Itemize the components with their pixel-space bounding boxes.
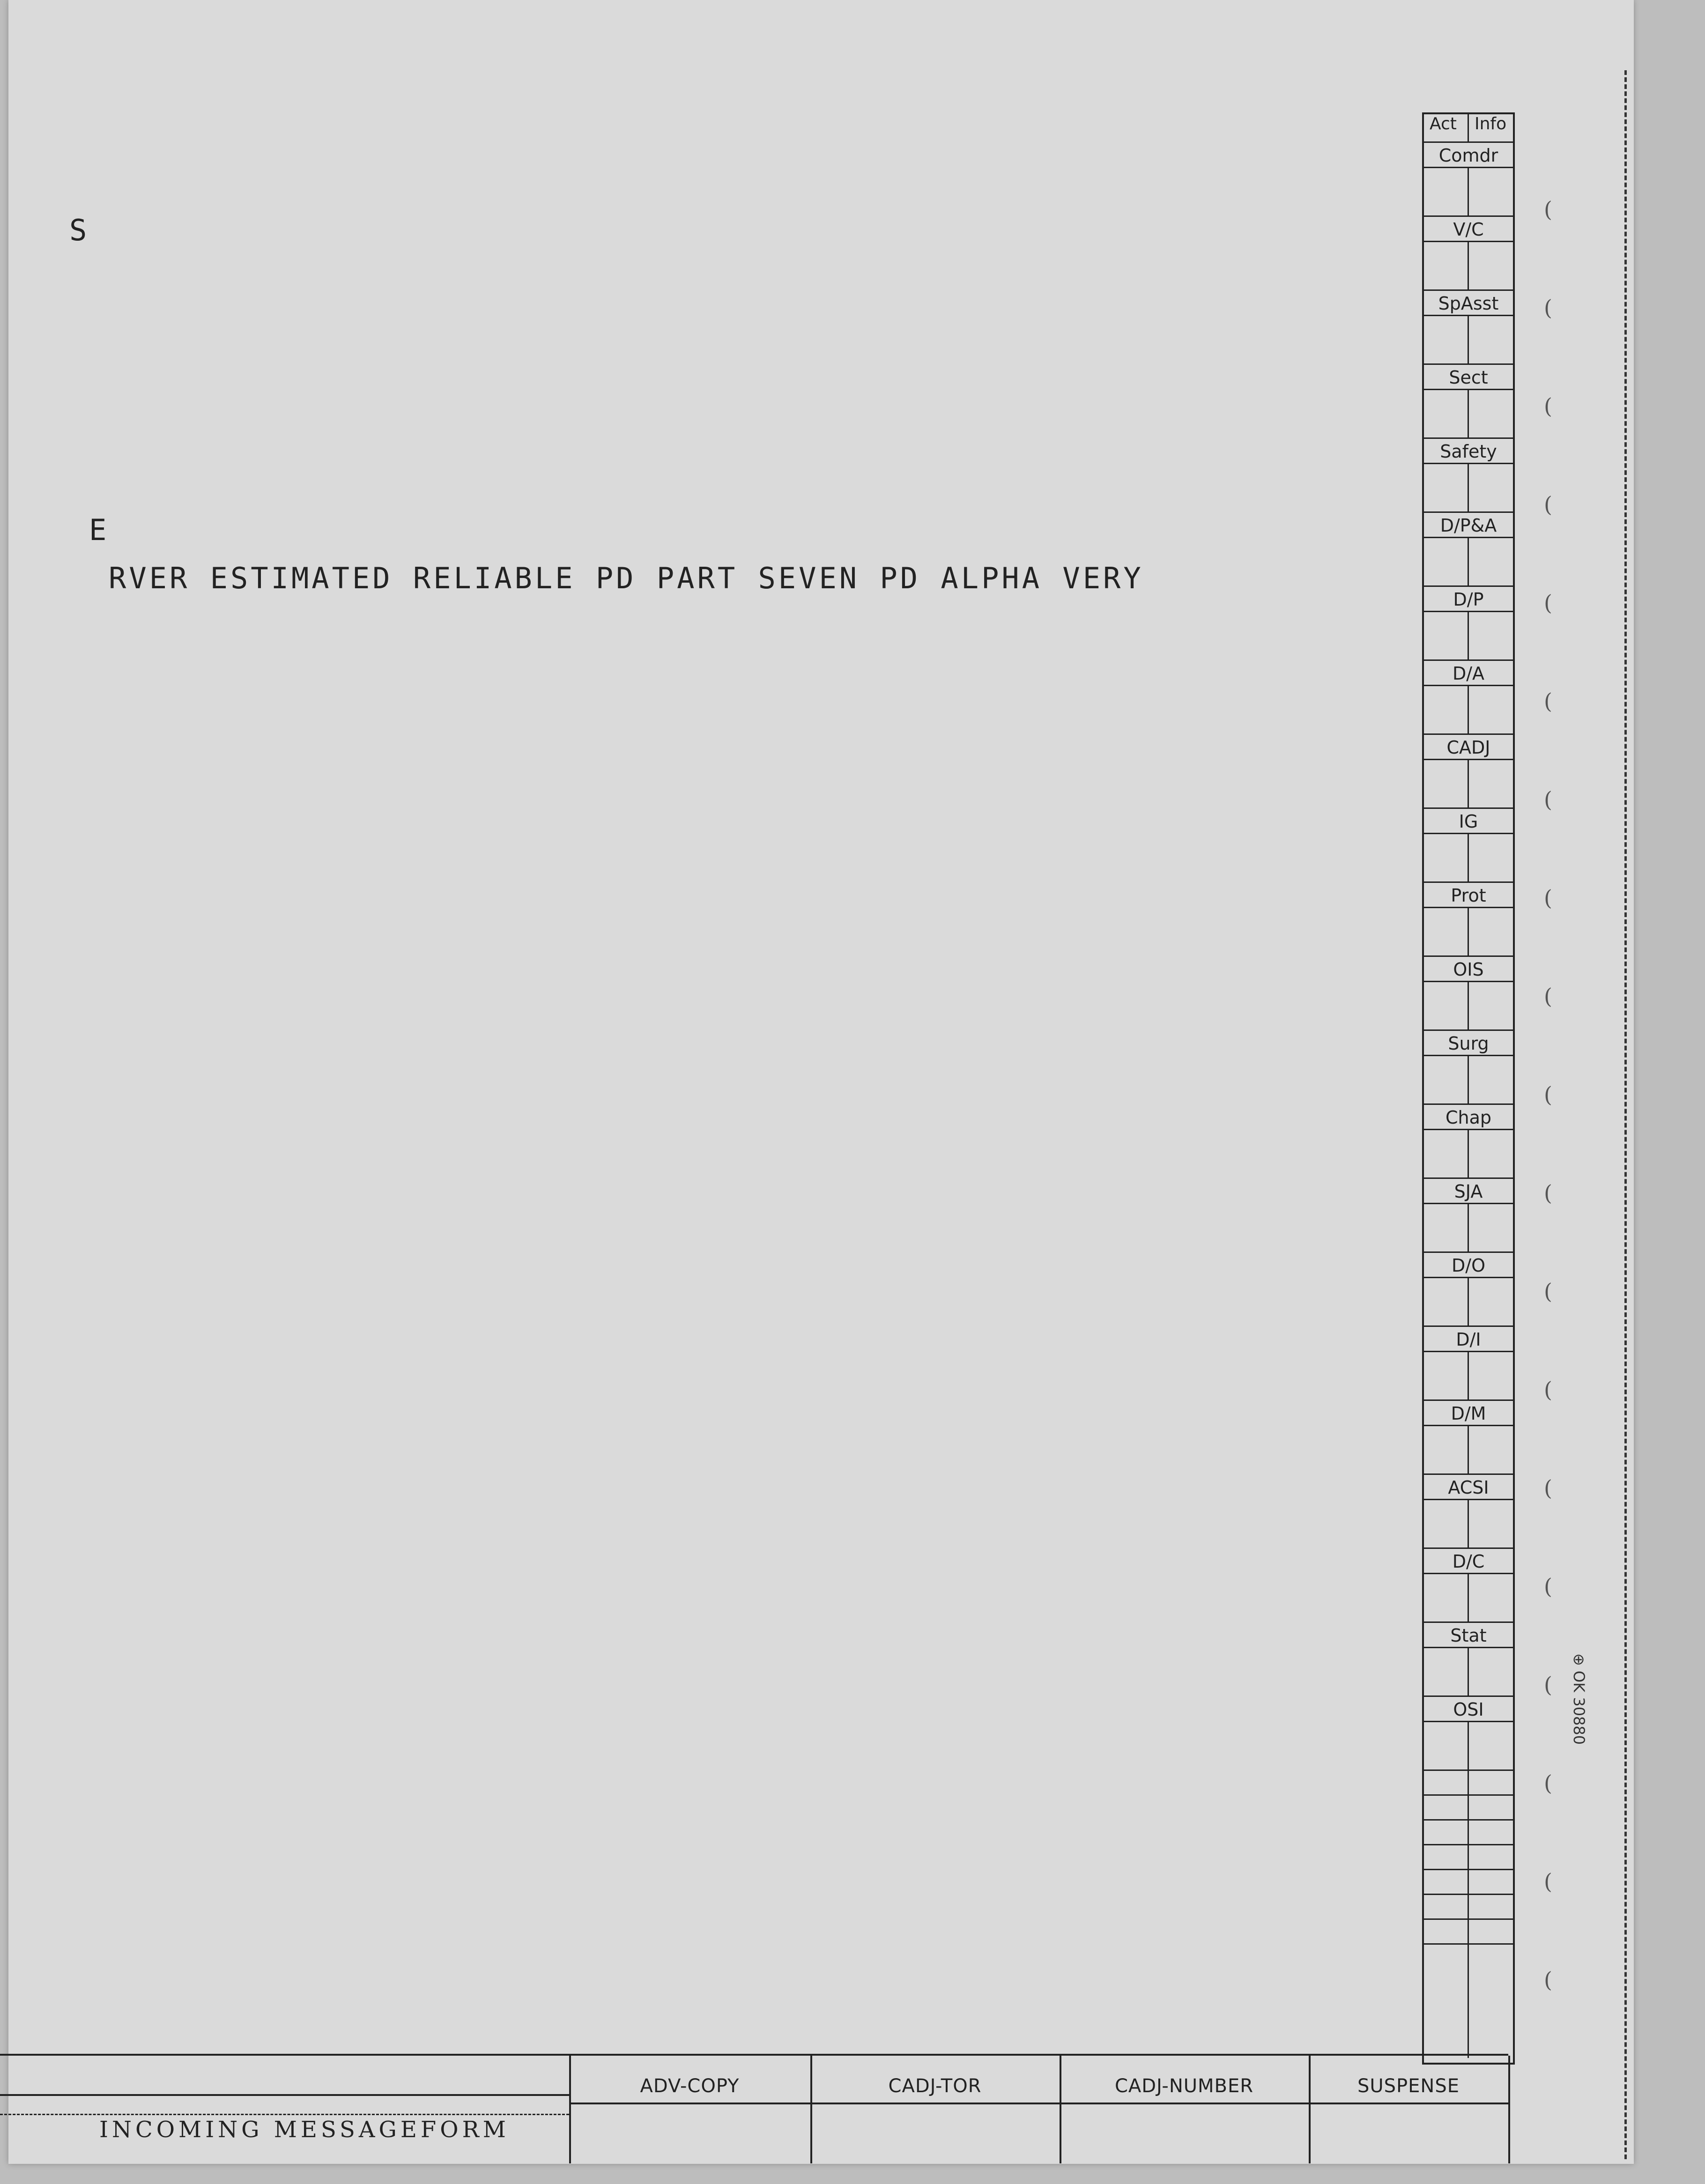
binding-hole-mark: ( (1544, 295, 1552, 320)
form-title-rule (0, 2114, 569, 2115)
cadj-tor-header: CADJ-TOR (888, 2075, 982, 2097)
routing-row (1424, 1103, 1513, 1130)
act-info-divider (1468, 538, 1469, 585)
routing-row-label: SJA (1454, 1181, 1483, 1202)
routing-row-label: D/P (1453, 589, 1484, 610)
act-info-divider (1468, 834, 1469, 881)
binding-hole-mark: ( (1544, 197, 1552, 222)
routing-row-label: D/M (1451, 1403, 1486, 1424)
binding-hole-mark: ( (1544, 393, 1552, 419)
act-column-header: Act (1430, 114, 1457, 133)
routing-row-label: OIS (1453, 959, 1484, 980)
binding-hole-mark: ( (1544, 787, 1552, 812)
perforated-right-edge (1554, 70, 1627, 2159)
act-info-divider (1468, 1648, 1469, 1695)
routing-row-label: IG (1459, 811, 1478, 832)
binding-hole-mark: ( (1544, 1770, 1552, 1796)
routing-row (1424, 1621, 1513, 1648)
act-info-divider (1468, 242, 1469, 289)
bottom-header-line (569, 2103, 1508, 2104)
routing-row (1424, 1251, 1513, 1278)
routing-row (1424, 807, 1513, 834)
adv-copy-header: ADV-COPY (640, 2075, 740, 2097)
binding-hole-mark: ( (1544, 1279, 1552, 1304)
routing-row (1424, 733, 1513, 760)
binding-hole-mark: ( (1544, 885, 1552, 911)
act-info-divider (1468, 612, 1469, 659)
act-info-divider (1468, 1574, 1469, 1621)
routing-row (1424, 437, 1513, 464)
act-info-divider (1468, 982, 1469, 1029)
routing-row (1424, 585, 1513, 612)
routing-row-label: Prot (1451, 885, 1486, 906)
routing-row-label: Surg (1448, 1033, 1489, 1054)
routing-row (1424, 1399, 1513, 1426)
routing-row-label: Chap (1445, 1107, 1492, 1128)
routing-row-label: Stat (1450, 1625, 1487, 1646)
bottom-divider (1508, 2056, 1510, 2163)
routing-row-label: D/P&A (1440, 515, 1497, 536)
binding-hole-mark: ( (1544, 1180, 1552, 1206)
typed-letter-s: S (69, 213, 90, 247)
routing-row-label: D/I (1456, 1329, 1481, 1350)
routing-row-label: Sect (1449, 367, 1488, 388)
form-title: INCOMING MESSAGEFORM (99, 2117, 510, 2143)
routing-row (1424, 363, 1513, 390)
act-info-divider (1468, 1426, 1469, 1473)
routing-row-label: D/C (1452, 1551, 1485, 1572)
binding-hole-mark: ( (1544, 590, 1552, 615)
routing-row-label: SpAsst (1438, 293, 1499, 314)
routing-row-label: Safety (1440, 441, 1497, 462)
form-number: ⊕ OK 30880 (1570, 1653, 1588, 1745)
header-divider (1468, 114, 1469, 142)
act-info-divider (1468, 1056, 1469, 1103)
binding-hole-mark: ( (1544, 1082, 1552, 1107)
message-form-page (8, 0, 1634, 2164)
routing-row (1424, 141, 1513, 168)
routing-row (1424, 1547, 1513, 1574)
routing-row (1424, 881, 1513, 908)
typed-message-line: RVER ESTIMATED RELIABLE PD PART SEVEN PD ALPHA VERY (109, 561, 1144, 595)
routing-row-label: V/C (1453, 219, 1484, 240)
routing-row-label: Comdr (1438, 145, 1498, 166)
binding-hole-mark: ( (1544, 1869, 1552, 1894)
info-column-header: Info (1475, 114, 1507, 133)
act-info-divider (1468, 1769, 1469, 2058)
routing-row (1424, 1029, 1513, 1056)
act-info-divider (1468, 1278, 1469, 1325)
act-info-divider (1468, 1204, 1469, 1251)
binding-hole-mark: ( (1544, 689, 1552, 714)
routing-row (1424, 289, 1513, 316)
binding-hole-mark: ( (1544, 1672, 1552, 1697)
act-info-divider (1468, 1500, 1469, 1547)
binding-hole-mark: ( (1544, 1574, 1552, 1599)
routing-row (1424, 1325, 1513, 1352)
routing-row-label: ACSI (1448, 1477, 1489, 1498)
act-info-divider (1468, 760, 1469, 807)
routing-row-label: CADJ (1446, 737, 1490, 758)
form-title-rule (0, 2094, 569, 2096)
act-info-divider (1468, 908, 1469, 955)
typed-letter-e: E (89, 513, 110, 547)
routing-row (1424, 1695, 1513, 1722)
binding-hole-mark: ( (1544, 984, 1552, 1009)
routing-row (1424, 1473, 1513, 1500)
routing-row (1424, 1177, 1513, 1204)
binding-hole-mark: ( (1544, 1967, 1552, 1992)
routing-row (1424, 215, 1513, 242)
act-info-divider (1468, 464, 1469, 511)
routing-row (1424, 955, 1513, 982)
act-info-divider (1468, 168, 1469, 215)
routing-row-label: OSI (1453, 1699, 1484, 1720)
routing-table (1422, 112, 1515, 2065)
binding-hole-mark: ( (1544, 1475, 1552, 1501)
suspense-header: SUSPENSE (1357, 2075, 1460, 2097)
act-info-divider (1468, 316, 1469, 363)
act-info-divider (1468, 686, 1469, 733)
act-info-divider (1468, 1130, 1469, 1177)
routing-row-label: D/O (1452, 1255, 1485, 1276)
act-info-divider (1468, 390, 1469, 437)
binding-hole-mark: ( (1544, 492, 1552, 517)
cadj-number-header: CADJ-NUMBER (1114, 2075, 1254, 2097)
binding-hole-mark: ( (1544, 1377, 1552, 1402)
act-info-divider (1468, 1352, 1469, 1399)
bottom-routing-bar (0, 2054, 1508, 2163)
act-info-divider (1468, 1722, 1469, 1769)
routing-row (1424, 659, 1513, 686)
routing-row-label: D/A (1452, 663, 1485, 684)
routing-row (1424, 511, 1513, 538)
